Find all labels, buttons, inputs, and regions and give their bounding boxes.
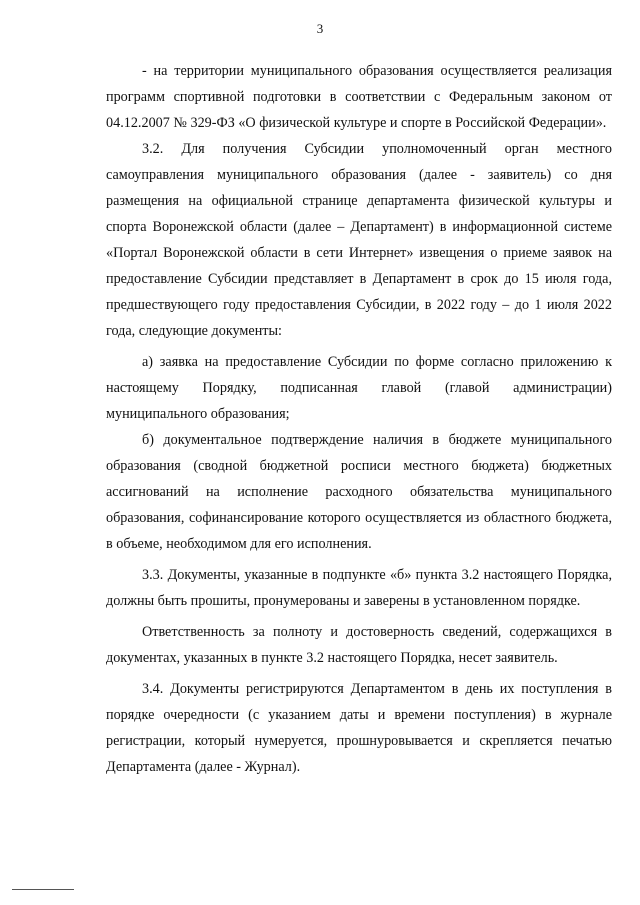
document-body <box>106 58 612 785</box>
footer-divider <box>12 889 74 890</box>
paragraph-item-b: б) документальное подтверждение наличия в бюджете муниципального образования (сводной бюджетной росписи местного бюджета) бюджетных ассигнований на исполнение расходного обязательства муниципального образования, софинансирование которого осуществляется из областного бюджета, в объеме, необходимом для его исполнения. <box>106 432 612 552</box>
paragraph-3-4: 3.4. Документы регистрируются Департаментом в день их поступления в порядке очередности (с указанием даты и времени поступления) в журнале регистрации, который нумеруется, прошнуровывается и скрепляется печатью Департамента (далее - Журнал). <box>106 681 612 775</box>
page-number: 3 <box>316 21 324 36</box>
paragraph-sports-training: - на территории муниципального образования осуществляется реализация программ спортивной подготовки в соответствии с Федеральным законом от 04.12.2007 № 329-ФЗ «О физической культуре и спорте в Российской Федерации». <box>106 63 612 131</box>
paragraph-item-a: а) заявка на предоставление Субсидии по форме согласно приложению к настоящему Порядку, подписанная главой (главой администрации) муниципального образования; <box>106 354 612 422</box>
paragraph-responsibility: Ответственность за полноту и достоверность сведений, содержащихся в документах, указанных в пункте 3.2 настоящего Порядка, несет заявитель. <box>106 624 612 666</box>
paragraph-3-2: 3.2. Для получения Субсидии уполномоченный орган местного самоуправления муниципального образования (далее - заявитель) со дня размещения на официальной странице департамента физической культуры и спорта Воронежской области (далее – Департамент) в информационной системе «Портал Воронежской области в сети Интернет» извещения о приеме заявок на предоставление Субсидии представляет в Департамент в срок до 15 июля года, предшествующего году предоставления Субсидии, в 2022 году – до 1 июля 2022 года, следующие документы: <box>106 141 612 339</box>
paragraph-3-3: 3.3. Документы, указанные в подпункте «б» пункта 3.2 настоящего Порядка, должны быть прошиты, пронумерованы и заверены в установленном порядке. <box>106 567 612 609</box>
